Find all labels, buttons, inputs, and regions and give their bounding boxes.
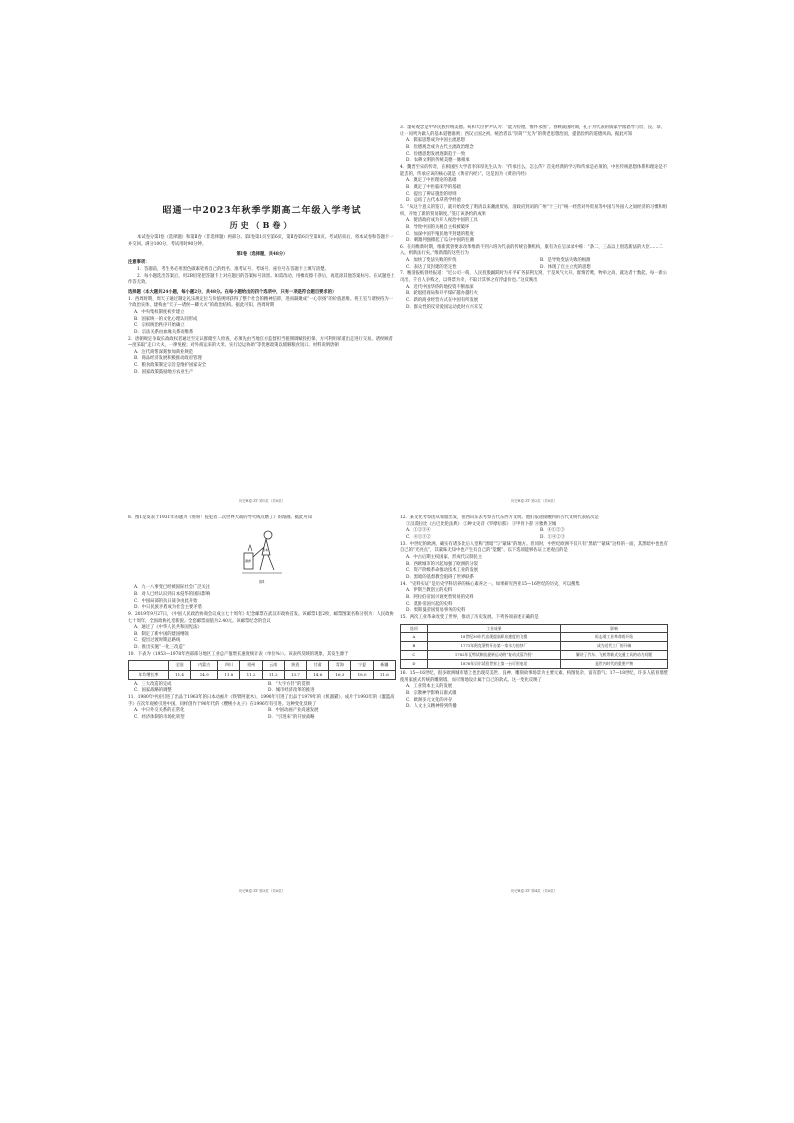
table-cell: B xyxy=(401,642,428,651)
table-cell: 1876年贝尔试验世界上第一台可用电话 xyxy=(427,660,561,669)
question-stem: 1．西周时期，周天子通过制定礼乐规定位与价值规则获得了整个社会的精神信仰，进而凝聚成“一心崇扬”的价值思维。将王室与诸侯持为一个政治实体，建构由“天子—诸侯—卿大夫”的政治结构。据此可知，西周时期 xyxy=(128,296,393,309)
table-cell: 是世内时代的重要产物 xyxy=(561,660,668,669)
option: C．粮食政策制定宗旨是维护国家安全 xyxy=(134,363,207,369)
exam-intro: 本试卷分第Ⅰ卷（选择题）和第Ⅱ卷（非选择题）两部分。第Ⅰ卷第1页至第6页，第Ⅱ卷第6页至第8页。考试结束后，将本试卷和答题卡一并交回。满分100分，考试用时90分钟。 xyxy=(128,235,394,247)
table-cell: 16.3 xyxy=(329,670,351,679)
question-stem: 15．两次工业革命改变了世界，推动了历史发展。下列各项表述正确的是 xyxy=(400,614,539,620)
question xyxy=(128,337,396,377)
question-stem: 16．15—16世纪，很多欧洲城市墙上也出现反美世、良神、雕刻故事场景为主要元素，构图复杂、富有韵气；17—18世纪，许多人依育墙壁使用家族式传统的雕刻墙，而尽情地设计属于自己的款式。这一变化反映了 xyxy=(400,670,668,683)
option: C．提出了辨证施治的原则 xyxy=(406,191,457,197)
option: C．中国局部的抗日战争由此开始 xyxy=(134,598,198,604)
table-cell: 11.2 xyxy=(262,670,284,679)
question xyxy=(400,205,668,245)
option: A．儒家思想成为中国主流思想 xyxy=(406,138,465,144)
option: A．伊斯兰教创立的史料 xyxy=(406,588,453,594)
option: C．资产阶级革命推动技术工业的发展 xyxy=(406,568,479,574)
option: A．加快了变法失败的步伐 xyxy=(406,258,457,264)
option: B．俭德观念成为古代主流政治理念 xyxy=(406,144,474,150)
page-footer: 历史B卷·ZT·第2页（共8页） xyxy=(510,499,558,504)
question-stem: 7．晚清报纸曾经报道：“近公司一萌，人民投股踊跃时为开平矿务获利无窝，于是风气大开。群情若鹜，物举之高，就达者十数起，每一新公司出，千百人争购之，以得票为幸，不取计其事之有浮虚价也。”这反映出 xyxy=(400,271,668,284)
option: B．导致中国的关税自主权被破坏 xyxy=(406,224,470,230)
option: A．中古后期主权国家，形成代议制民主 xyxy=(406,554,483,560)
option: C．新的商业经营方式在中国有所发展 xyxy=(406,298,479,304)
table-cell: A xyxy=(401,633,428,642)
option: C．宗权统治秩序开始确立 xyxy=(134,323,185,329)
option: B．中国动画产业高速发展 xyxy=(268,708,319,714)
question-stem: 5．“从这个意义的签订，就开始改变了明清以来潮流贸易，清政府封闭的广州“十三行”统一经营对外贸易等中国与外国人之间经济的习惯和组织，开始了新的贸易制度。”签订该条约的成果 xyxy=(400,204,668,217)
question-stem: 13．中世纪的欧洲，确实有诸多比后人堂称“黑暗”与“蒙昧”的地方。但同时，中世纪欧洲不仅只有“黑暗”“蒙昧”这样的一面，其黑暗中也也有自己的“光亮点”，其蒙昧无知中也产生有自己的“觉醒”。以下选项能够佐证上述观点的是 xyxy=(400,541,668,554)
option: D．农耕文明的传统美德一脉相承 xyxy=(406,158,470,164)
question-stem: 9．2019年9月27日，《中国人民政治协商会议成立七十周年》纪念邮票在武汉市政协首发。该邮票1套2枚，邮票图案名称分别为：人民政协七十周年，全国政协礼堂新貌。全套邮票面值为2.40元。该邮票纪念的会议 xyxy=(128,611,394,624)
exam-page-2 xyxy=(400,125,668,505)
choice-intro: 选择题（本大题共24小题，每小题2分，共48分。在每小题给出的四个选项中，只有一项是符合题目要求的） xyxy=(128,289,337,295)
option: A．使清政府成为开人视治中国的工具 xyxy=(406,218,478,224)
option: B．宗教神学影响日渐式微 xyxy=(406,690,457,696)
cartoon-illustration xyxy=(242,525,282,580)
table-header: 青海 xyxy=(329,661,351,670)
exam-page-4 xyxy=(400,515,668,895)
exam-title: 昭通一中2023年秋季学期高二年级入学考试 xyxy=(162,206,362,216)
table-header: 全国 xyxy=(168,661,190,670)
table-header: 选项 xyxy=(401,624,428,633)
table-header: 内蒙古 xyxy=(191,661,218,670)
option: C．莫卧帝国兴起的史料 xyxy=(406,601,453,607)
exam-subtitle: 历史（B卷） xyxy=(229,219,295,230)
table-cell: C xyxy=(401,651,428,660)
table-header: 甘肃 xyxy=(307,661,329,670)
industrial-revolution-table xyxy=(400,624,668,669)
table-cell: 成为近代工厂的开端 xyxy=(561,642,668,651)
option: C．加深中国半殖民地半封建的程度 xyxy=(406,231,474,237)
page-footer: 历史B卷·ZT·第3页（共8页） xyxy=(238,889,286,894)
question-stem: 11．1980年中国引进了出品于1963年的日本动画片《铁臂阿童木》，1990年引进了出品于1979年的《机器猫》、成片于1993年的《灌篮高手》在次年观被引进中国，同样创作于90年代的《樱桃小丸子》在1996年有引进。这种变化反映了 xyxy=(128,695,395,707)
option: D．刺激列强掀起了瓜分中国的狂潮 xyxy=(406,238,474,244)
option: D．“引进来”的开放战略 xyxy=(268,715,315,721)
option: D．①④②③ xyxy=(540,534,565,540)
option: D．黑暗的基督教会阻碍了世界联系 xyxy=(406,574,474,580)
table-cell: 13.7 xyxy=(284,670,306,679)
table-cell: 解决了汽车、飞机等新式交通工具的动力问题 xyxy=(561,651,668,660)
option: A．九一八事变已经被国际社会广泛关注 xyxy=(134,585,211,591)
table-header: 云南 xyxy=(262,661,284,670)
option: A．工业资本主义的发展 xyxy=(406,684,453,690)
growth-rate-table xyxy=(128,660,396,679)
page-footer: 历史B卷·ZT·第1页（共8页） xyxy=(238,499,286,504)
question xyxy=(400,125,668,165)
option: C．表达了反封建的坚定性 xyxy=(406,264,457,270)
question-stem: 6．在同维新时期，维新派曾要求改革维新不到六班为代表的传统官僚机构，康有为在呈录录中称：“条二、三品以上别选新法的大臣……二入，则新法行矣。”维新派的这些行为 xyxy=(400,244,663,257)
question-stem: 14．“史料实证”是历史学科培养的核心素养之一。如果研究西亚15—16世纪的历史，可以搜集 xyxy=(400,581,580,587)
table-header: 四川 xyxy=(218,661,240,670)
option: B．轮船招商局和开平煤矿越办越红火 xyxy=(406,291,478,297)
option: D．人文主义精神得到传播 xyxy=(406,704,457,710)
section-heading: 第Ⅰ卷（选择题，共48分） xyxy=(236,251,288,257)
table-header: 贵州 xyxy=(240,661,262,670)
option: C．国家战略的调整 xyxy=(134,688,172,694)
option: A．通过了《中华人民共和国宪法》 xyxy=(134,625,202,631)
table-cell: 11.4 xyxy=(168,670,190,679)
question-stem: 3．墨荀观念是中华民族传统美德。荀和大臣伊尹认为：“能为俭德，惟怀永图”。春秋战国时期，孔子为代表的儒家学派倡导与俭、良、恭、让一同列为做人的基本道德准则；西汉立国之初，统治者以“崇简”“无为”的黄老思想治国，提倡俭约的道德风尚。据此可知 xyxy=(400,125,665,137)
option: D．宗法关系由血缘关系而维系 xyxy=(134,329,194,335)
table-header: 新疆 xyxy=(373,661,395,670)
option: C．经济体制的市场化转型 xyxy=(134,715,185,721)
option: B．国家统一的文化心理认同形成 xyxy=(134,316,198,322)
table-corner xyxy=(129,661,169,670)
option: C．④①③② xyxy=(406,534,431,540)
table-header: 宁夏 xyxy=(351,661,373,670)
question xyxy=(128,297,396,337)
option: B．是导致变法失败的根源 xyxy=(540,258,591,264)
option: A．近代中国华侨的地投资不断加深 xyxy=(406,284,474,290)
option: A．中日外交关系的正常化 xyxy=(134,708,185,714)
figure-caption: 图1 xyxy=(259,579,265,584)
option: B．④①②③ xyxy=(540,528,565,534)
table-cell: 1782年瓦特试制出旋转运动的“复动式蒸汽机” xyxy=(427,651,561,660)
table-cell: 11.6 xyxy=(373,670,395,679)
table-header: 工业成果 xyxy=(427,624,561,633)
table-cell: 18.0 xyxy=(351,670,373,679)
option: C．俭德思想发展逐渐趋于一致 xyxy=(406,151,466,157)
option: D．推出实施“一化三改造” xyxy=(134,645,185,651)
table-cell: 11.2 xyxy=(240,670,262,679)
question-items: ①汉谟拉比《古巴比伦法典》 ②种文史诗《罗摩衍那》 ③甲骨卜辞 ④雅典卫城 xyxy=(406,521,557,527)
notice-item: 1．答题前，考生务必用黑色碳素笔将自己的姓名、准考证号、考场号、座位号在答题卡上填写清楚。 xyxy=(137,266,329,272)
question-stem: 4．魏晋至宋的传奇，在相国医大学者李泽厚先生认为：“传承目么，怎么传？首先经典的学习和传承是必须的，中医传统思想体系和理论是不能丢的，传承应该的核心就是《黄帝内经》”。这是因为《黄帝内经》 xyxy=(400,164,668,177)
option: B．商品经济发展积极推动政府管理 xyxy=(134,356,202,362)
notice-title: 注意事项： xyxy=(128,260,150,266)
question-stem: 2．唐朝规定争取长政政权者通过至定认群储至人检查，必须先由当地官方监督担当租佣调赋役担保，方可利用驿道出走进行交易。诸侯顾者—度采取“走口大夫，一律免税；对外商运来的大米，实行边运协助”等优惠政策以缓解粮食短口。材料说明唐朝 xyxy=(128,336,393,349)
question-stem: 12．某文化考察团从希腊出发，由西向东去考察古代东西方文明。他们依途接触到的古代文明代表依次是 xyxy=(400,515,599,520)
table-header: 影响 xyxy=(561,624,668,633)
option: B．制定了新中国的建国纲领 xyxy=(134,631,189,637)
option: A．注代商帮深刻参加商业规范 xyxy=(134,349,193,355)
option: B．奠定了中医临床学的基础 xyxy=(406,184,461,190)
option: C．提出过渡时期总路线 xyxy=(134,638,181,644)
figure-label: 日本 xyxy=(262,547,269,552)
option: B．阿拉伯帝国兴衰更替贸易的史料 xyxy=(406,594,474,600)
table-cell: 标志着工业革命的开始 xyxy=(561,633,668,642)
table-cell: 14.9 xyxy=(191,670,218,679)
option: A．奠定了中医理论的基础 xyxy=(406,178,457,184)
option: D．群众性的反帝爱国运动此时方兴未艾 xyxy=(406,304,483,310)
option: B．西欧城市的兴起加强了欧洲的分裂 xyxy=(406,561,478,567)
option: D．体现了官主立宪的思想 xyxy=(540,264,591,270)
table-header: 陕西 xyxy=(284,661,306,670)
figure-label: 满洲 xyxy=(245,558,252,563)
option: A．①②③④ xyxy=(406,528,431,534)
exam-page-1 xyxy=(128,125,396,505)
question xyxy=(400,271,668,311)
page-footer: 历史B卷·ZT·第4页（共8页） xyxy=(510,889,558,894)
question-stem: 8．图1是发表于1931年的题为《看呀！侵犯者二次世界大战的导火线点燃了》的漫画。据此可知 xyxy=(128,515,312,520)
option: D．总结了古代本草药学经验 xyxy=(406,198,462,204)
table-cell: 1771年阿克莱特开办第一家水力纺纱厂 xyxy=(427,642,561,651)
option: D．国家政策鼓励地方农业生产 xyxy=(134,369,194,375)
option: A．三大改造的完成 xyxy=(134,681,172,687)
question xyxy=(400,165,668,205)
table-row-label: 年均增长率 xyxy=(129,670,169,679)
question xyxy=(400,245,668,272)
option: D．奥斯曼帝国贸易事务的史料 xyxy=(406,608,466,614)
table-cell: 18世纪30年代出现提高织布速度的飞梭 xyxy=(427,633,561,642)
option: D．中日民族矛盾成为社会主要矛盾 xyxy=(134,605,202,611)
option: C．欧洲多元文化的并存 xyxy=(406,697,453,703)
exam-page-3 xyxy=(128,515,396,895)
table-cell: 11.8 xyxy=(218,670,240,679)
table-cell: D xyxy=(401,660,428,669)
table-cell: 14.6 xyxy=(307,670,329,679)
option: D．城市经济改革的推进 xyxy=(268,688,315,694)
option: B．对人已经认识到日本侵华的国际影响 xyxy=(134,591,211,597)
cartoon-figure xyxy=(242,525,282,580)
option: B．“大字方针”的贯彻 xyxy=(268,681,310,687)
notice-item: 2．每小题选出答案后，用2B铅笔把答题卡上对应题目的答案标号涂黑。如需改动，用橡皮擦干净后，再选涂其他答案标号。在试题卷上作答无效。 xyxy=(128,273,395,286)
option: A．中央集权制度初步建立 xyxy=(134,309,185,315)
question-stem: 10．下表为（1953—1978年西部部分地区工业总产值增长速度统计表（单位%））。该表所反映的现象，其发生源于 xyxy=(128,651,349,657)
